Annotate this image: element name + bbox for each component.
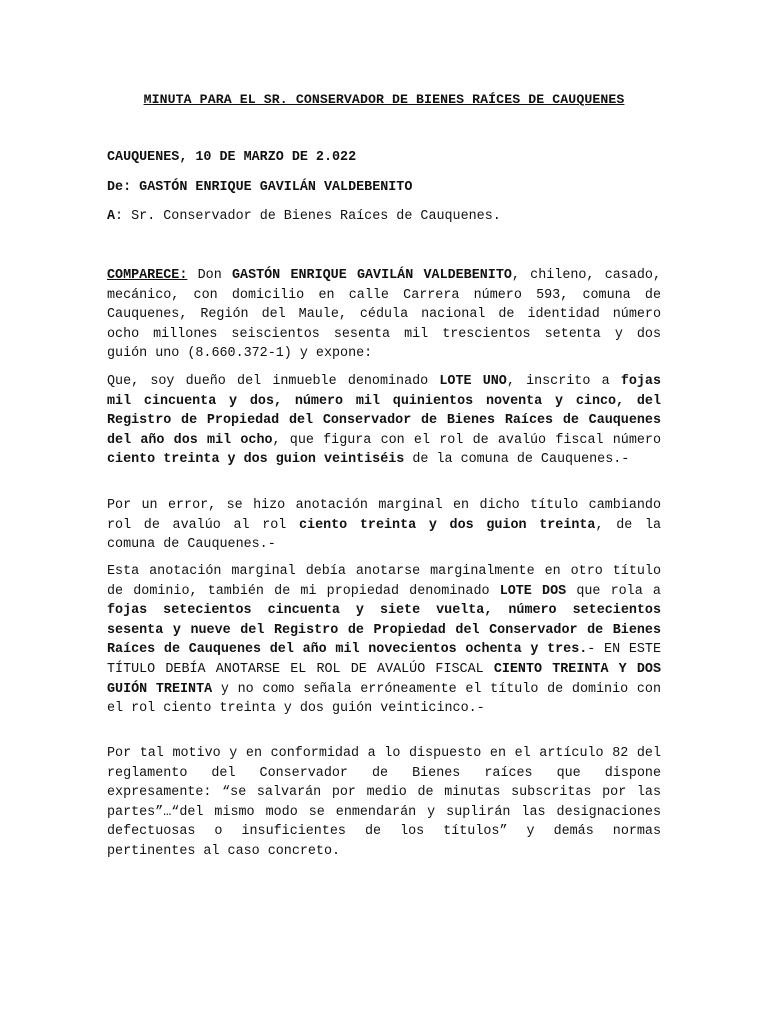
paragraph-ownership [107, 372, 661, 470]
p2-text-3: , que figura con el rol de avalúo fiscal número [272, 432, 661, 448]
p4-bold-1: LOTE DOS [499, 583, 567, 599]
p1-text-2: , chileno, casado, mecánico, con domicilio en calle Carrera número 593, comuna de Cauquenes, Región del Maule, cédula nacional de identidad número ocho millones seiscientos sesenta mil trescientos setenta y dos guión uno (8.660.372-1) y expone: [107, 268, 661, 362]
p4-text-3: - EN ESTE TÍTULO DEBÍA ANOTARSE EL ROL DE AVALÚO FISCAL [107, 642, 661, 677]
p1-text-1: Don [187, 268, 232, 283]
paragraph-annotation [107, 562, 661, 719]
p4-text-1: Esta anotación marginal debía anotarse marginalmente en otro título de dominio, también de mi propiedad denominado [107, 564, 661, 599]
p3-bold-1: ciento treinta y dos guion treinta [299, 517, 596, 533]
document-title: MINUTA PARA EL SR. CONSERVADOR DE BIENES RAÍCES DE CAUQUENES [143, 92, 625, 107]
to-line [107, 209, 501, 224]
p2-bold-1: LOTE UNO [439, 374, 507, 389]
p2-text-4: de la comuna de Cauquenes.- [404, 452, 630, 468]
p3-text-1: Por un error, se hizo anotación marginal en dicho título cambiando rol de avalúo al rol [107, 498, 661, 533]
paragraph-comparece [107, 266, 661, 364]
from-line [107, 180, 412, 195]
p5-text-1: Por tal motivo y en conformidad a lo dispuesto en el artículo 82 del reglamento del Conservador de Bienes raíces que dispone expresamente: “se salvarán por medio de minutas subscritas por las partes”…“del mismo modo se enmendarán y suplirán las designaciones defectuosas o insuficientes de los títulos” y demás normas pertinentes al caso concreto. [107, 746, 661, 859]
comparece-label: COMPARECE: [107, 268, 188, 283]
p4-bold-2: fojas setecientos cincuenta y siete vuelta, número setecientos sesenta y nueve del Registro de Propiedad del Conservador de Bienes Raíces de Cauquenes del año mil novecientos ochenta y tres. [107, 603, 661, 658]
p2-text-1: Que, soy dueño del inmueble denominado [107, 374, 440, 389]
from-name: GASTÓN ENRIQUE GAVILÁN VALDEBENITO [139, 180, 413, 195]
p1-name: GASTÓN ENRIQUE GAVILÁN VALDEBENITO [232, 268, 512, 283]
p4-text-2: que rola a [566, 583, 661, 599]
p2-bold-2: fojas mil cincuenta y dos, número mil quinientos noventa y cinco, del Registro de Propiedad del Conservador de Bienes Raíces de Cauquenes del año dos mil ocho [107, 374, 661, 448]
place-date: CAUQUENES, 10 DE MARZO DE 2.022 [107, 150, 357, 165]
p4-bold-3: CIENTO TREINTA Y DOS GUIÓN TREINTA [107, 661, 661, 697]
to-label: A [107, 209, 116, 224]
paragraph-regulation [107, 744, 661, 862]
from-label: De: [107, 180, 132, 195]
p2-bold-3: ciento treinta y dos guion veintiséis [107, 452, 405, 468]
p2-text-2: , inscrito a [506, 374, 621, 389]
p4-text-4: y no como señala erróneamente el título de dominio con el rol ciento treinta y dos guión veinticinco.- [107, 681, 661, 717]
p3-text-2: , de la comuna de Cauquenes.- [107, 517, 662, 553]
paragraph-error [107, 496, 661, 555]
to-text: : Sr. Conservador de Bienes Raíces de Cauquenes. [115, 209, 501, 224]
